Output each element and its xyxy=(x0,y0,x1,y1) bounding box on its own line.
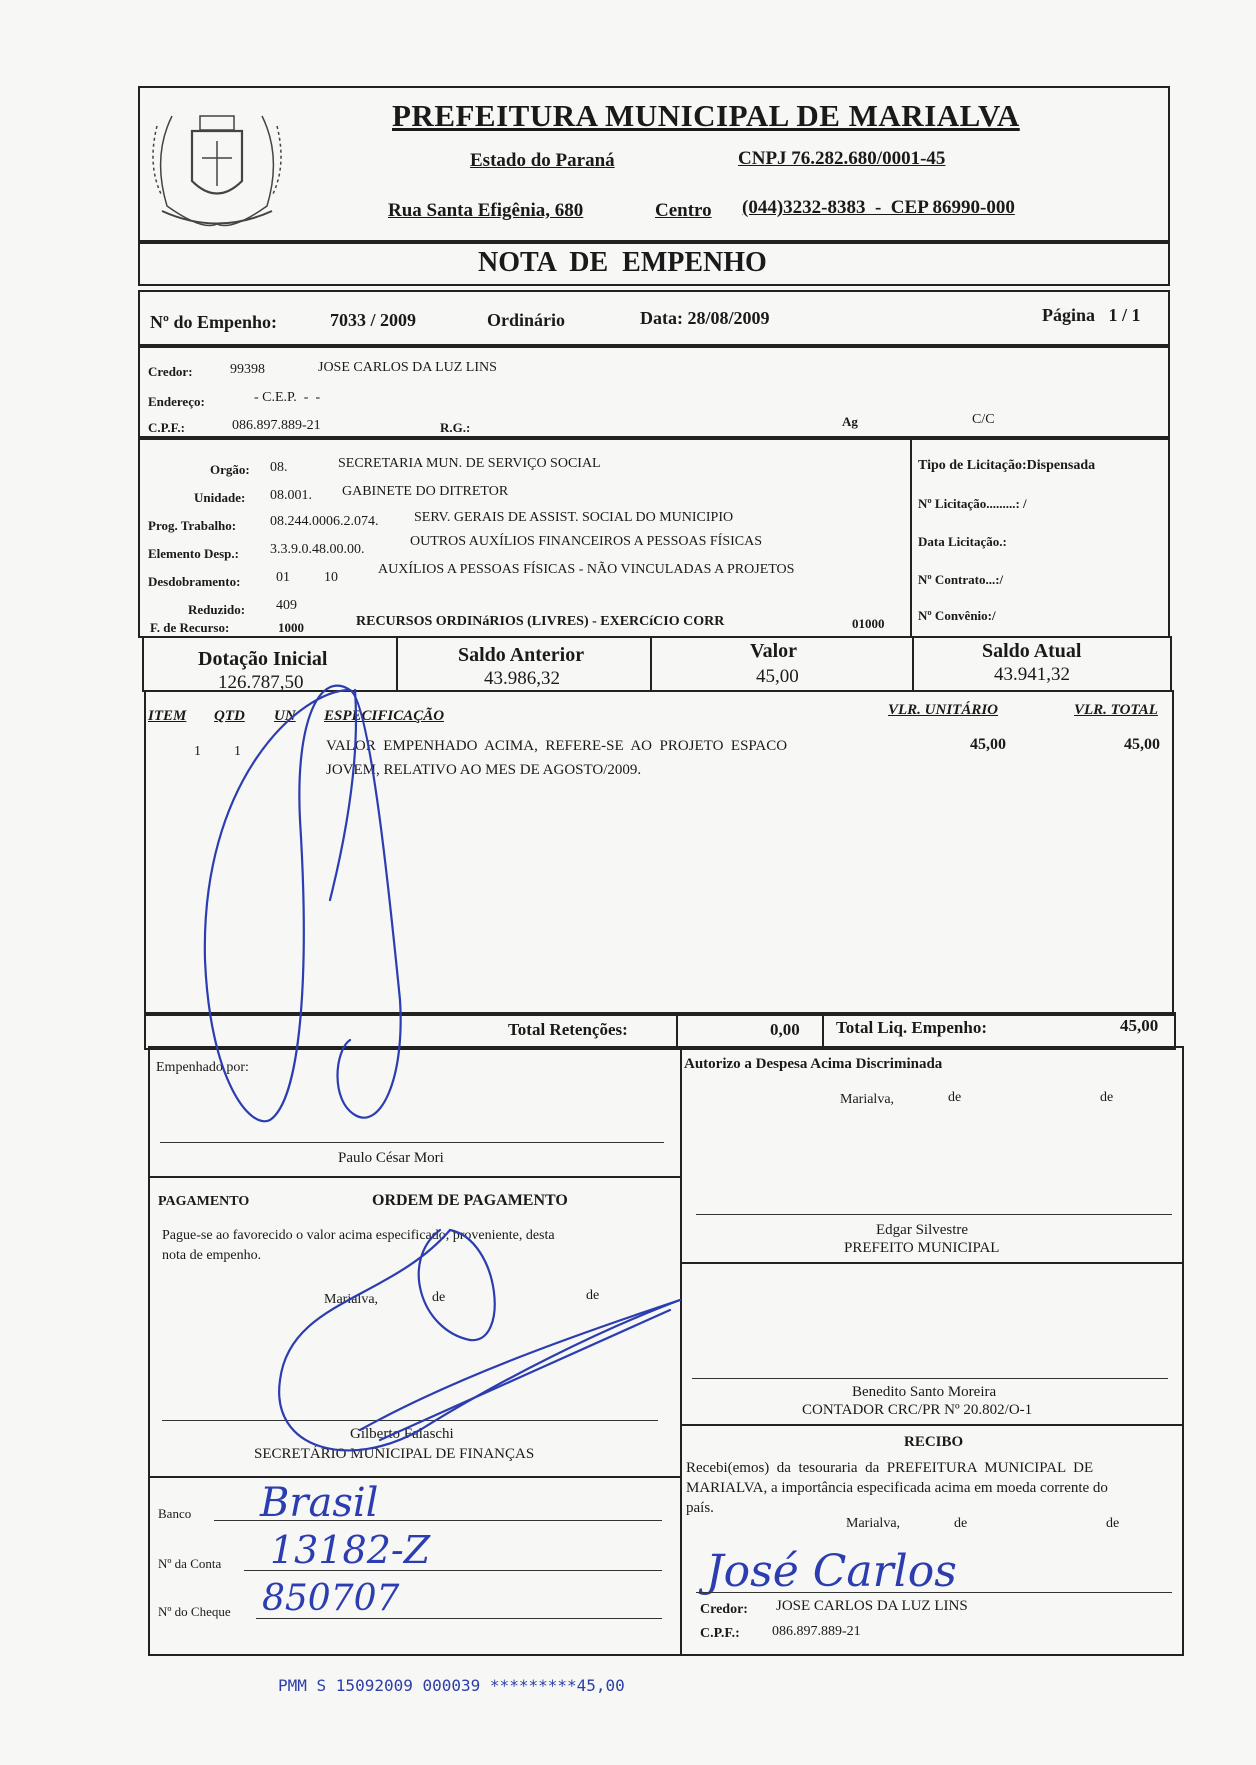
empenho-type: Ordinário xyxy=(487,310,566,330)
banco-label: Banco xyxy=(158,1506,192,1521)
state-name: Estado do Paraná xyxy=(470,150,615,171)
endereco-label: Endereço: xyxy=(148,394,205,409)
reduzido-label: Reduzido: xyxy=(188,602,246,617)
saldo-atual-value: 43.941,32 xyxy=(994,664,1070,685)
autorizo-de-1: de xyxy=(948,1090,962,1105)
credor-code: 99398 xyxy=(230,362,265,377)
credor-sig-nome: JOSE CARLOS DA LUZ LINS xyxy=(776,1598,968,1614)
rg-label: R.G.: xyxy=(440,420,471,435)
conta-handwritten: 13182-Z xyxy=(270,1528,431,1572)
unidade-name: GABINETE DO DITRETOR xyxy=(342,484,509,499)
street-address: Rua Santa Efigênia, 680 xyxy=(388,200,584,221)
agencia-label: Ag xyxy=(842,414,858,429)
dotacao-value: 126.787,50 xyxy=(218,672,304,693)
conta-corrente-label: C/C xyxy=(972,412,995,427)
banco-handwritten: Brasil xyxy=(260,1480,379,1526)
pagamento-de-2: de xyxy=(586,1288,600,1303)
pague-se-text-1: Pague-se ao favorecido o valor acima especificado, proveniente, desta xyxy=(162,1228,555,1243)
cpf-value: 086.897.889-21 xyxy=(232,418,321,433)
cpf-label: C.P.F.: xyxy=(148,420,185,435)
elemento-code: 3.3.9.0.48.00.00. xyxy=(270,542,365,557)
ordem-pagamento-label: ORDEM DE PAGAMENTO xyxy=(372,1192,568,1209)
signature-stroke-paulo xyxy=(330,690,356,900)
desdobramento-code1: 01 xyxy=(276,570,290,585)
credor-handwritten-signature: José Carlos xyxy=(706,1546,957,1597)
signature-loop-gilberto xyxy=(279,1230,680,1450)
pagamento-local: Marialva, xyxy=(324,1292,379,1307)
row-item: 1 xyxy=(194,744,201,759)
empenho-date: Data: 28/08/2009 xyxy=(640,308,770,328)
signature-line-gilberto xyxy=(360,1300,680,1440)
desdobramento-label: Desdobramento: xyxy=(148,574,241,589)
recibo-text-3: país. xyxy=(686,1500,714,1516)
cheque-handwritten: 850707 xyxy=(262,1578,400,1619)
recibo-label: RECIBO xyxy=(904,1434,964,1450)
total-retencoes-label: Total Retenções: xyxy=(508,1020,628,1039)
programa-label: Prog. Trabalho: xyxy=(148,518,237,533)
recibo-text-2: MARIALVA, a importância especificada acima em moeda corrente do xyxy=(686,1480,1108,1496)
payment-stamp: PMM S 15092009 000039 *********45,00 xyxy=(278,1676,625,1695)
cheque-label: Nº do Cheque xyxy=(158,1604,231,1619)
cpf-sig-label: C.P.F.: xyxy=(700,1626,740,1641)
saldo-anterior-value: 43.986,32 xyxy=(484,668,560,689)
fonte-code: 1000 xyxy=(278,620,304,635)
pagamento-de-1: de xyxy=(432,1290,446,1305)
programa-name: SERV. GERAIS DE ASSIST. SOCIAL DO MUNICIPIO xyxy=(414,510,734,525)
fonte-name: RECURSOS ORDINáRIOS (LIVRES) - EXERCíCIO CORR xyxy=(356,614,725,629)
valor-label: Valor xyxy=(750,640,798,662)
endereco-value: - C.E.P. - - xyxy=(254,390,321,405)
autorizo-de-2: de xyxy=(1100,1090,1114,1105)
header-especificacao: ESPECIFICAÇÃO xyxy=(324,708,445,724)
saldo-atual-label: Saldo Atual xyxy=(982,640,1082,662)
secretario-nome: Gilberto Falaschi xyxy=(350,1426,454,1442)
row-especificacao-line1: VALOR EMPENHADO ACIMA, REFERE-SE AO PROJETO ESPACO xyxy=(326,738,788,754)
recibo-text-1: Recebi(emos) da tesouraria da PREFEITURA MUNICIPAL DE xyxy=(686,1460,1094,1476)
credor-name: JOSE CARLOS DA LUZ LINS xyxy=(318,360,497,375)
recibo-de-2: de xyxy=(1106,1516,1120,1531)
row-especificacao-line2: JOVEM, RELATIVO AO MES DE AGOSTO/2009. xyxy=(326,762,642,778)
header-item: ITEM xyxy=(148,708,187,724)
phone-cep: (044)3232-8383 - CEP 86990-000 xyxy=(742,197,1015,218)
header-qtd: QTD xyxy=(214,708,245,724)
empenho-number-label: Nº do Empenho: xyxy=(150,312,277,332)
total-liquido-label: Total Liq. Empenho: xyxy=(836,1018,987,1037)
total-retencoes-value: 0,00 xyxy=(770,1020,800,1039)
fonte-label: F. de Recurso: xyxy=(150,620,230,635)
credor-sig-label: Credor: xyxy=(700,1602,748,1617)
numero-contrato: Nº Contrato...:/ xyxy=(918,572,1004,587)
orgao-code: 08. xyxy=(270,460,288,475)
contador-nome: Benedito Santo Moreira xyxy=(852,1384,997,1400)
cpf-sig-value: 086.897.889-21 xyxy=(772,1624,861,1639)
autorizo-label: Autorizo a Despesa Acima Discriminada xyxy=(684,1056,943,1072)
dotacao-label: Dotação Inicial xyxy=(198,648,328,670)
reduzido-code: 409 xyxy=(276,598,297,613)
empenho-number: 7033 / 2009 xyxy=(330,310,417,330)
data-licitacao: Data Licitação.: xyxy=(918,534,1007,549)
total-liquido-value: 45,00 xyxy=(1120,1016,1159,1035)
orgao-label: Orgão: xyxy=(210,462,250,477)
autorizo-local: Marialva, xyxy=(840,1092,895,1107)
row-qtd: 1 xyxy=(234,744,241,759)
numero-convenio: Nº Convênio:/ xyxy=(918,608,996,623)
numero-licitacao: Nº Licitação.........: / xyxy=(918,496,1027,511)
tipo-licitacao: Tipo de Licitação:Dispensada xyxy=(918,458,1096,473)
conta-label: Nº da Conta xyxy=(158,1556,222,1571)
recibo-de-1: de xyxy=(954,1516,968,1531)
municipality-title: PREFEITURA MUNICIPAL DE MARIALVA xyxy=(392,98,1020,133)
prefeito-nome: Edgar Silvestre xyxy=(876,1222,969,1238)
fonte-code2: 01000 xyxy=(852,616,885,631)
desdobramento-code2: 10 xyxy=(324,570,338,585)
empenhado-nome: Paulo César Mori xyxy=(338,1150,444,1166)
programa-code: 08.244.0006.2.074. xyxy=(270,514,379,529)
orgao-name: SECRETARIA MUN. DE SERVIÇO SOCIAL xyxy=(338,456,601,471)
row-valor-unitario: 45,00 xyxy=(970,736,1006,753)
secretario-cargo: SECRETÁRIO MUNICIPAL DE FINANÇAS xyxy=(254,1446,535,1462)
cnpj: CNPJ 76.282.680/0001-45 xyxy=(738,148,946,169)
prefeito-cargo: PREFEITO MUNICIPAL xyxy=(844,1240,1000,1256)
saldo-anterior-label: Saldo Anterior xyxy=(458,644,585,666)
document-title: NOTA DE EMPENHO xyxy=(478,247,767,278)
page-number: Página 1 / 1 xyxy=(1042,305,1141,325)
unidade-label: Unidade: xyxy=(194,490,246,505)
elemento-name: OUTROS AUXÍLIOS FINANCEIROS A PESSOAS FÍSICAS xyxy=(410,534,763,549)
pagamento-label: PAGAMENTO xyxy=(158,1194,250,1209)
header-un: UN xyxy=(274,708,296,724)
district: Centro xyxy=(655,200,712,221)
empenhado-por-label: Empenhado por: xyxy=(156,1060,249,1075)
desdobramento-name: AUXÍLIOS A PESSOAS FÍSICAS - NÃO VINCULADAS A PROJETOS xyxy=(378,562,795,577)
contador-cargo: CONTADOR CRC/PR Nº 20.802/O-1 xyxy=(802,1402,1033,1418)
header-valor-unitario: VLR. UNITÁRIO xyxy=(888,702,999,718)
signature-loop-paulo xyxy=(205,686,401,1122)
pague-se-text-2: nota de empenho. xyxy=(162,1248,262,1263)
valor-value: 45,00 xyxy=(756,666,799,687)
row-valor-total: 45,00 xyxy=(1124,736,1160,753)
recibo-local: Marialva, xyxy=(846,1516,901,1531)
header-valor-total: VLR. TOTAL xyxy=(1074,702,1158,718)
unidade-code: 08.001. xyxy=(270,488,312,503)
elemento-label: Elemento Desp.: xyxy=(148,546,239,561)
credor-label: Credor: xyxy=(148,364,193,379)
